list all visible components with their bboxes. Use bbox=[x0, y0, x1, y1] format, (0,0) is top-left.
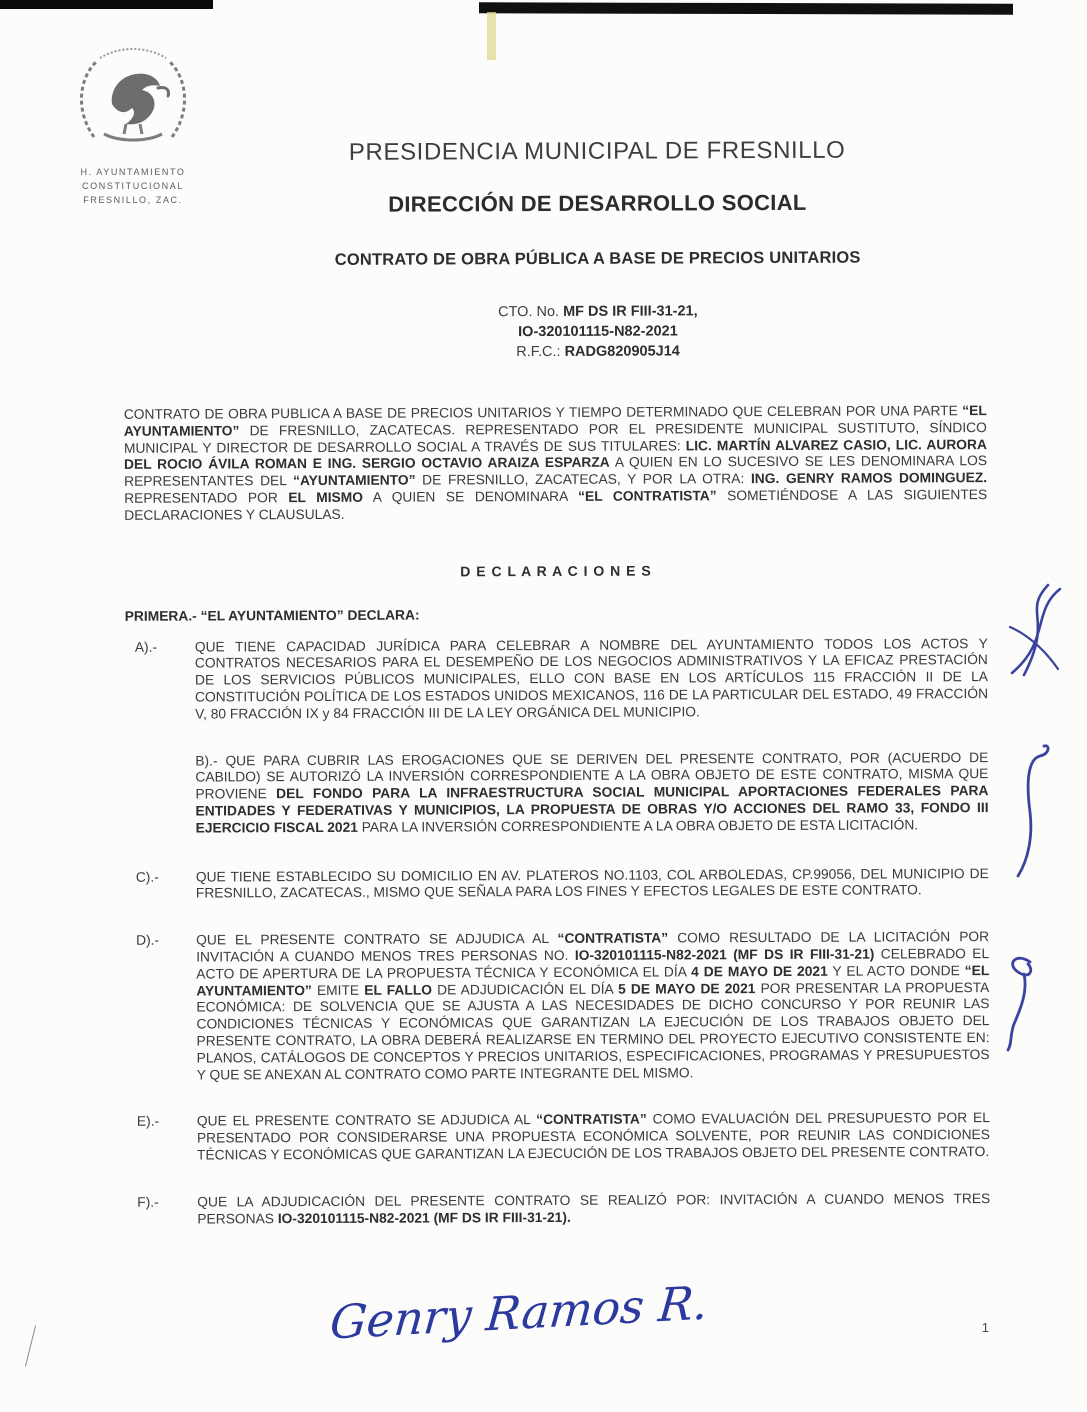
declaration-text: QUE EL PRESENTE CONTRATO SE ADJUDICA AL “CONTRATISTA” COMO RESULTADO DE LA LICITACIÓN POR INVITACIÓN A CUANDO MENOS TRES PERSONAS NO. IO-320101115-N82-2021 (MF DS IR FIII-31-21) CELEBRADO EL ACTO DE APERTURA DE LA PROPUESTA TÉCNICA Y ECONÓMICA EL DÍA 4 DE MAYO DE 2021 Y EL ACTO DONDE “EL AYUNTAMIENTO” EMITE EL FALLO DE ADJUDICACIÓN EL DÍA 5 DE MAYO DE 2021 POR PRESENTAR LA PROPUESTA ECONÓMICA: DE SOLVENCIA QUE SE AJUSTA A LAS NECESIDADES DE DICHO CONCURSO Y POR REUNIR LAS CONDICIONES TÉCNICAS Y ECONÓMICAS QUE GARANTIZAN LA EJECUCIÓN DE LOS TRABAJOS OBJETO DEL PRESENTE CONTRATO, LA OBRA DEBERÁ REALIZARSE EN TERMINO DEL PROYECTO EJECUTIVO CONSISTENTE EN: PLANOS, CATÁLOGOS DE CONCEPTOS Y PRECIOS UNITARIOS, ESPECIFICACIONES, PROGRAMAS Y PRESUPUESTOS Y QUE SE ANEXAN AL CONTRATO COMO PARTE INTEGRANTE DEL MISMO. bbox=[196, 929, 990, 1083]
contract-reference-block bbox=[209, 300, 986, 363]
declaration-item-e bbox=[127, 1110, 990, 1164]
logo-caption-line: H. AYUNTAMIENTO bbox=[80, 167, 186, 177]
declaration-item-b bbox=[125, 750, 988, 838]
declaration-label: E).- bbox=[136, 1114, 160, 1130]
rfc-line: R.F.C.: RADG820905J14 bbox=[516, 343, 680, 361]
declaration-item-f bbox=[127, 1191, 990, 1228]
declarations-list bbox=[125, 636, 991, 1228]
declaration-item-d bbox=[126, 929, 990, 1084]
declaration-label: F).- bbox=[137, 1194, 159, 1210]
margin-initials-mark-3 bbox=[1000, 952, 1042, 1057]
document-header bbox=[123, 136, 987, 364]
margin-initials-mark-2 bbox=[1014, 742, 1054, 885]
contract-number-line: CTO. No. MF DS IR FIII-31-21, bbox=[498, 303, 698, 321]
declaration-label: A).- bbox=[134, 639, 158, 655]
declaration-label: D).- bbox=[136, 932, 160, 948]
declaration-text: QUE TIENE CAPACIDAD JURÍDICA PARA CELEBRAR A NOMBRE DEL AYUNTAMIENTO TODOS LOS ACTOS Y CONTRATOS NECESARIOS PARA EL DESEMPEÑO DE LOS NEGOCIOS ADMINISTRATIVOS Y LA EFICAZ PRESTACIÓN DE LOS SERVICIOS PÚBLICOS MUNICIPALES, ELLO CON BASE EN LOS ARTÍCULOS 115 FRACCIÓN II DE LA CONSTITUCIÓN POLÍTICA DE LOS ESTADOS UNIDOS MEXICANOS, 116 DE LA PARTICULAR DEL ESTADO, 49 FRACCIÓN V, 80 FRACCIÓN IX y 84 FRACCIÓN III DE LA LEY ORGÁNICA DEL MUNICIPIO. bbox=[194, 635, 989, 722]
contract-type-title: CONTRATO DE OBRA PÚBLICA A BASE DE PRECIOS UNITARIOS bbox=[334, 248, 861, 269]
declaration-text: B).- QUE PARA CUBRIR LAS EROGACIONES QUE SE DERIVEN DEL PRESENTE CONTRATO, POR (ACUERDO DE CABILDO) SE AUTORIZÓ LA INVERSIÓN CORRESPONDIENTE A LA OBRA OBJETO DE ESTE CONTRATO, MISMA QUE PROVIENE DEL FONDO PARA LA INFRAESTRUCTURA SOCIAL MUNICIPAL APORTACIONES FEDERALES PARA ENTIDADES Y FEDERATIVAS Y MUNICIPIOS, LA PROPUESTA DE OBRAS Y/O ACCIONES DEL RAMO 33, FONDO III EJERCICIO FISCAL 2021 PARA LA INVERSIÓN CORRESPONDIENTE A LA OBRA OBJETO DE ESTA LICITACIÓN. bbox=[195, 749, 989, 836]
logo-caption-line: FRESNILLO, ZAC. bbox=[83, 194, 183, 205]
handwritten-signature: Genry Ramos R. bbox=[327, 1275, 711, 1350]
declaration-text: QUE EL PRESENTE CONTRATO SE ADJUDICA AL “CONTRATISTA” COMO EVALUACIÓN DEL PRESUPUESTO POR EL PRESENTADO POR CONSIDERARSE UNA PROPUESTA ECONÓMICA SOLVENTE, POR REUNIR LAS CONDICIONES TÉCNICAS Y ECONÓMICAS QUE GARANTIZAN LA EJECUCIÓN DE LOS TRABAJOS OBJETO DEL PRESENTE CONTRATO. bbox=[196, 1110, 990, 1163]
declarations-heading: D E C L A R A C I O N E S bbox=[460, 562, 652, 579]
declaration-primera: PRIMERA.- “EL AYUNTAMIENTO” DECLARA: bbox=[124, 607, 420, 624]
declaration-text: QUE LA ADJUDICACIÓN DEL PRESENTE CONTRATO SE REALIZÓ POR: INVITACIÓN A CUANDO MENOS TRES PERSONAS IO-320101115-N82-2021 (MF DS IR FIII-31-21). bbox=[197, 1190, 991, 1227]
logo-caption-line: CONSTITUCIONAL bbox=[82, 180, 184, 191]
intro-paragraph: CONTRATO DE OBRA PUBLICA A BASE DE PRECIOS UNITARIOS Y TIEMPO DETERMINADO QUE CELEBRAN POR UNA PARTE “EL AYUNTAMIENTO” DE FRESNILLO, ZACATECAS. REPRESENTADO POR EL PRESIDENTE MUNICIPAL SUSTITUTO, SÍNDICO MUNICIPAL Y DIRECTOR DE DESARROLLO SOCIAL A TRAVÉS DE SUS TITULARES: LIC. MARTÍN ALVAREZ CASIO, LIC. AURORA DEL ROCIO ÁVILA ROMAN E ING. SERGIO OCTAVIO ARAIZA ESPARZA A QUIEN EN LO SUCESIVO SE LES DENOMINARA LOS REPRESENTANTES DEL “AYUNTAMIENTO” DE FRESNILLO, ZACATECAS, Y POR LA OTRA: ING. GENRY RAMOS DOMINGUEZ. REPRESENTADO POR EL MISMO A QUIEN SE DENOMINARA “EL CONTRATISTA” SOMETIÉNDOSE A LAS SIGUIENTES DECLARACIONES Y CLAUSULAS. bbox=[123, 403, 988, 523]
page-number: 1 bbox=[981, 1320, 989, 1335]
page-title: PRESIDENCIA MUNICIPAL DE FRESNILLO bbox=[348, 136, 846, 166]
declaration-item-a bbox=[125, 636, 988, 724]
department-title: DIRECCIÓN DE DESARROLLO SOCIAL bbox=[388, 189, 807, 217]
tender-number-line: IO-320101115-N82-2021 bbox=[518, 323, 678, 341]
declaration-item-c bbox=[126, 866, 989, 903]
declaration-text: QUE TIENE ESTABLECIDO SU DOMICILIO EN AV. PLATEROS NO.1103, COL ARBOLEDAS, CP.99056, DEL MUNICIPIO DE FRESNILLO, ZACATECAS., MISMO QUE SEÑALA PARA LOS FINES Y EFECTOS LEGALES DE ESTE CONTRATO. bbox=[195, 865, 989, 901]
margin-initials-mark-1 bbox=[1004, 583, 1066, 684]
declaration-label bbox=[125, 753, 195, 837]
scan-artifact-mark bbox=[25, 1326, 36, 1367]
declaration-label: C).- bbox=[135, 869, 159, 885]
